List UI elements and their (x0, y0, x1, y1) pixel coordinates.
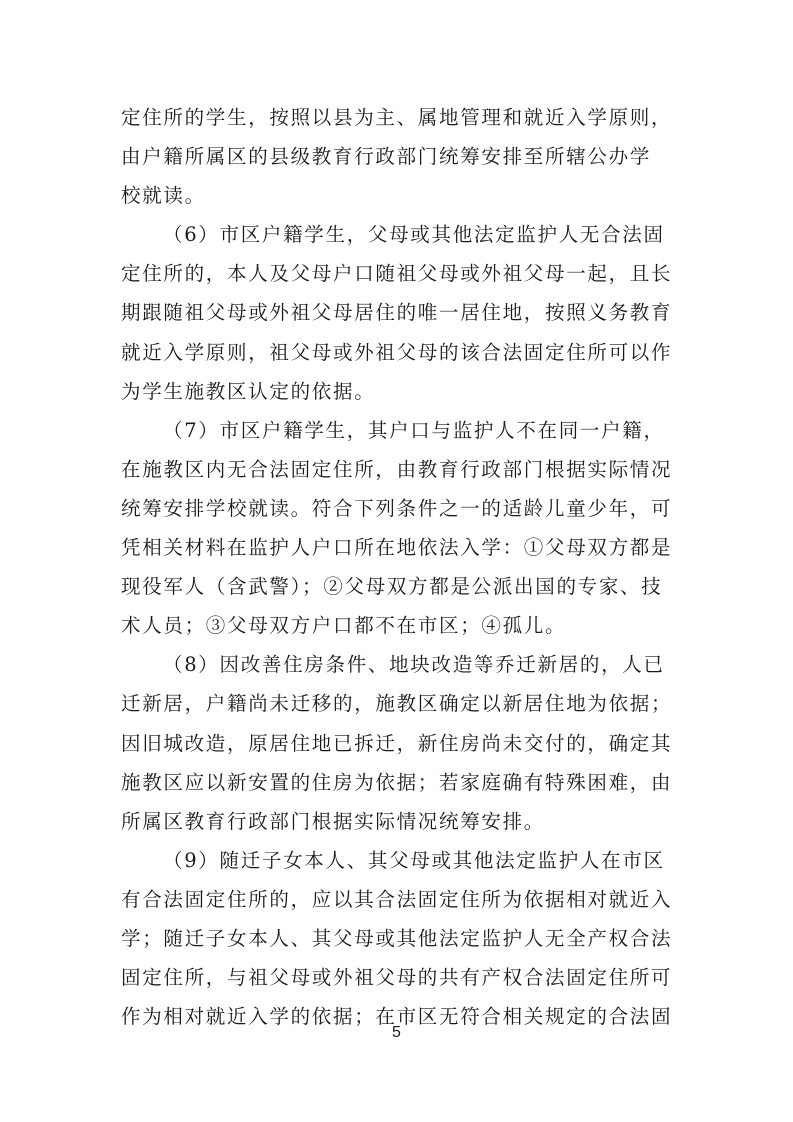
page-number: 5 (392, 1024, 401, 1041)
paragraph-item-8: （8）因改善住房条件、地块改造等乔迁新居的，人已 迁新居，户籍尚未迁移的，施教区确定以新居住地为依据； 因旧城改造，原居住地已拆迁，新住房尚未交付的，确定其 施教区应以新安置的住房为依据；若家庭确有特殊困难，由 所属区教育行政部门根据实际情况统筹安排。 (121, 653, 673, 833)
paragraph-continuation: 定住所的学生，按照以县为主、属地管理和就近入学原则， 由户籍所属区的县级教育行政部门统筹安排至所辖公办学 校就读。 (121, 106, 673, 208)
paragraph-item-9: （9）随迁子女本人、其父母或其他法定监护人在市区 有合法固定住所的，应以其合法固定住所为依据相对就近入 学；随迁子女本人、其父母或其他法定监护人无全产权合法 固定住所，与祖父母或外祖父母的共有产权合法固定住所可 作为相对就近入学的依据；在市区无符合相关规定的合法固 (121, 848, 673, 1029)
paragraph-item-7: （7）市区户籍学生，其户口与监护人不在同一户籍， 在施教区内无合法固定住所，由教育行政部门根据实际情况 统筹安排学校就读。符合下列条件之一的适龄儿童少年，可 凭相关材料在监护人户口所在地依法入学：①父母双方都是 现役军人（含武警）；②父母双方都是公派出国的专家、技 术人员；③父母双方户口都不在市区；④孤儿。 (121, 418, 673, 638)
paragraph-item-6: （6）市区户籍学生，父母或其他法定监护人无合法固 定住所的，本人及父母户口随祖父母或外祖父母一起，且长 期跟随祖父母或外祖父母居住的唯一居住地，按照义务教育 就近入学原则，祖父母或外祖父母的该合法固定住所可以作 为学生施教区认定的依据。 (121, 223, 673, 403)
document-body (121, 98, 681, 1036)
